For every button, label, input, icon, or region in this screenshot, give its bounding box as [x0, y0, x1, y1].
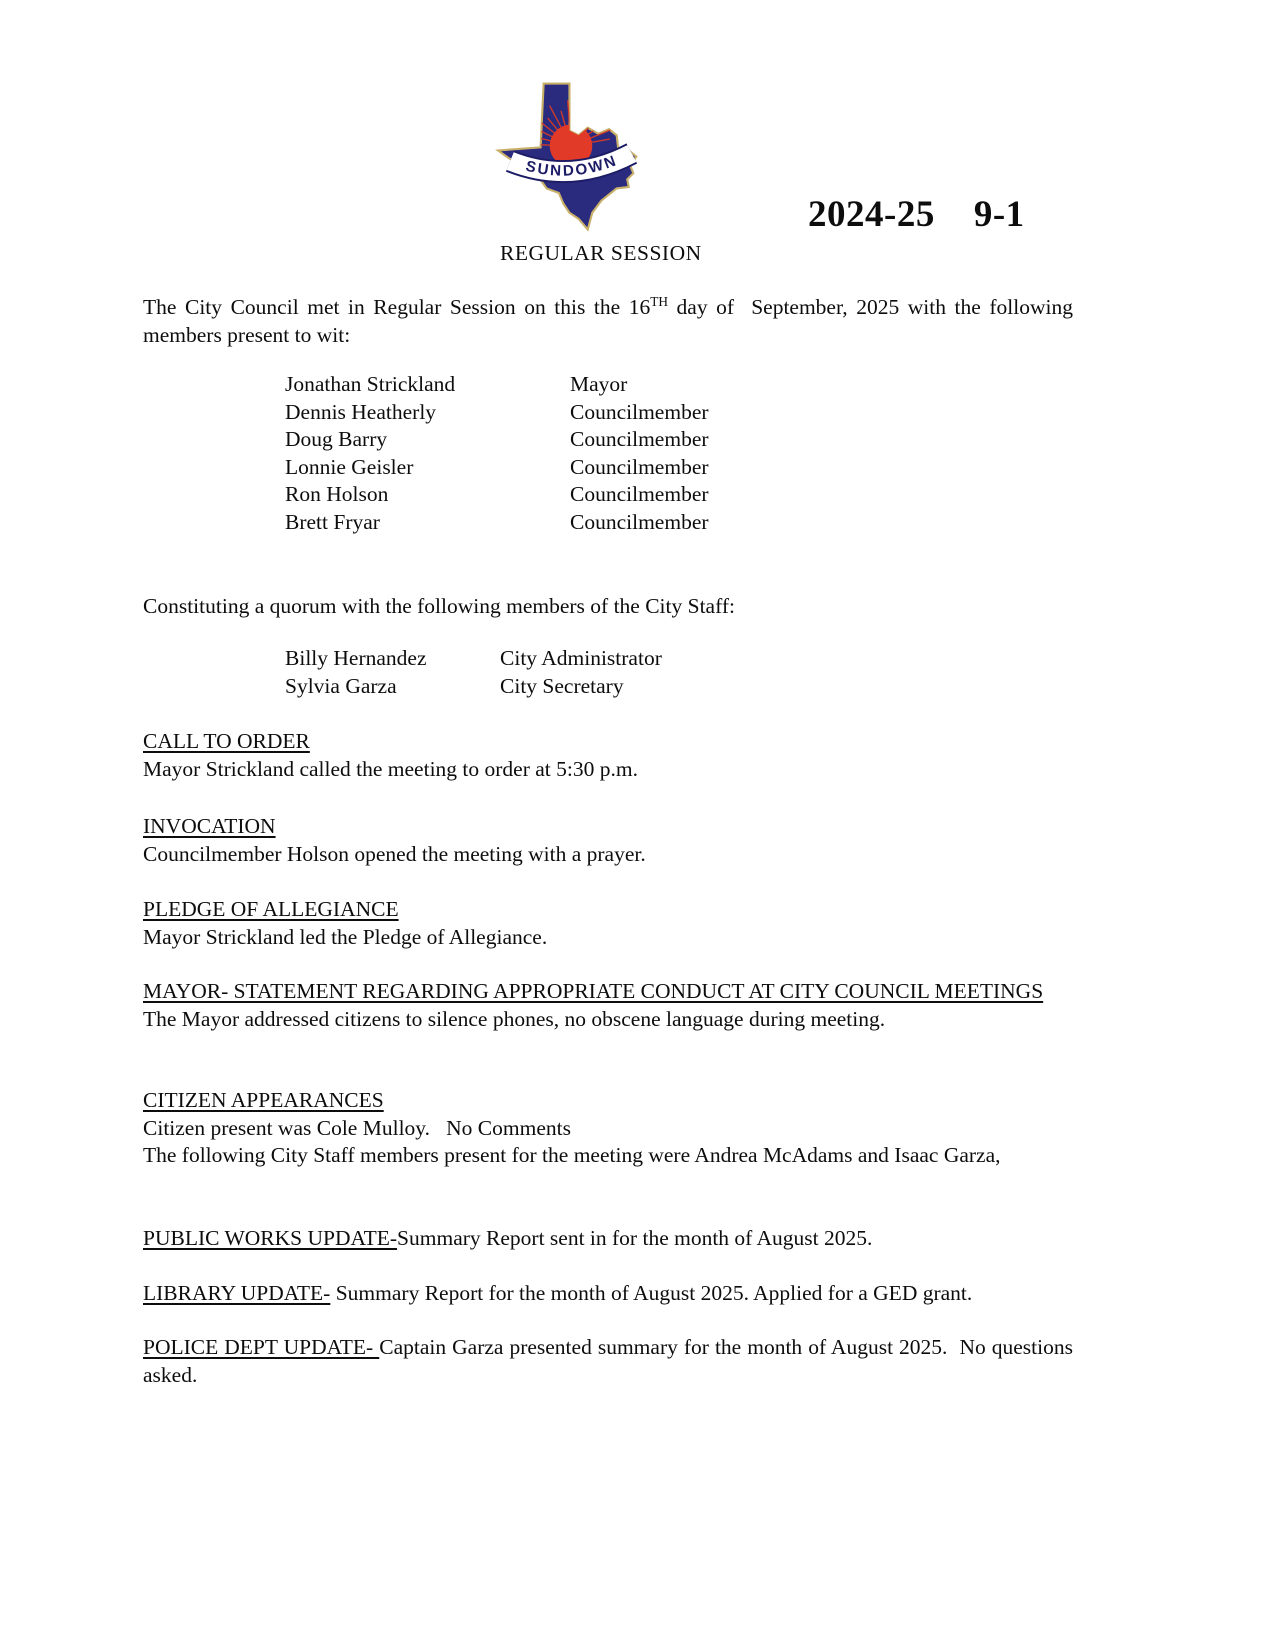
- staff-name: Billy Hernandez: [285, 646, 427, 670]
- section-heading: PUBLIC WORKS UPDATE-: [143, 1226, 398, 1250]
- member-name: Jonathan Strickland: [285, 372, 456, 396]
- section-heading: CALL TO ORDER: [143, 729, 310, 753]
- section-body: Councilmember Holson opened the meeting with a prayer.: [143, 841, 646, 866]
- section-call-to-order: [143, 728, 1073, 783]
- section-body: The Mayor addressed citizens to silence phones, no obscene language during meeting.: [143, 1006, 886, 1031]
- quorum-paragraph: Constituting a quorum with the following members of the City Staff:: [143, 594, 735, 618]
- member-name: Ron Holson: [285, 482, 389, 506]
- member-title: Councilmember: [570, 482, 709, 506]
- member-name: Lonnie Geisler: [285, 454, 414, 479]
- session-title: REGULAR SESSION: [500, 241, 702, 265]
- section-body: Mayor Strickland called the meeting to order at 5:30 p.m.: [143, 756, 638, 781]
- staff-title: City Secretary: [500, 673, 624, 698]
- sundown-texas-logo: [495, 73, 647, 237]
- section-body: Mayor Strickland led the Pledge of Allegiance.: [143, 924, 548, 949]
- council-member-row: [285, 426, 925, 454]
- section-heading: PLEDGE OF ALLEGIANCE: [143, 897, 399, 921]
- intro-paragraph: [143, 288, 1079, 349]
- member-name: Brett Fryar: [285, 509, 380, 534]
- member-name: Doug Barry: [285, 427, 388, 451]
- section-invocation: [143, 813, 1073, 868]
- section-library: [143, 1280, 1073, 1308]
- section-heading: INVOCATION: [143, 814, 276, 838]
- section-police: [143, 1334, 1079, 1389]
- ordinal-superscript: TH: [650, 294, 668, 309]
- staff-name: Sylvia Garza: [285, 673, 397, 698]
- city-logo: [495, 73, 647, 237]
- section-heading-wrap: [143, 978, 1073, 1006]
- doc-number: 2024-25 9-1: [808, 194, 1025, 235]
- council-member-row: [285, 454, 925, 482]
- council-member-row: [285, 399, 925, 427]
- banner-text: SUNDOWN: [523, 152, 620, 180]
- member-name: Dennis Heatherly: [285, 399, 437, 424]
- section-citizen-appearances: [143, 1087, 1073, 1170]
- section-body-line1: Citizen present was Cole Mulloy. No Comments: [143, 1115, 571, 1140]
- intro-text-1: The City Council met in Regular Session on this the 16: [143, 295, 651, 320]
- staff-row: [285, 673, 925, 701]
- section-body: Summary Report for the month of August 2025. Applied for a GED grant.: [330, 1281, 973, 1305]
- section-body: Captain Garza presented summary for the month of August 2025. No questions asked.: [143, 1335, 1079, 1387]
- section-heading: LIBRARY UPDATE-: [143, 1281, 331, 1305]
- staff-row: [285, 645, 925, 673]
- section-pledge: [143, 896, 1073, 951]
- intro-text-2: day of September, 2025 with the following members present to wit:: [143, 295, 1079, 347]
- section-heading: CITIZEN APPEARANCES: [143, 1088, 384, 1112]
- member-title: Councilmember: [570, 399, 709, 424]
- city-staff-list: [285, 645, 925, 700]
- council-member-row: [285, 481, 925, 509]
- section-public-works: [143, 1225, 1073, 1253]
- member-title: Councilmember: [570, 454, 709, 479]
- staff-title: City Administrator: [500, 646, 662, 670]
- council-member-row: [285, 509, 925, 537]
- member-title: Councilmember: [570, 509, 709, 534]
- section-heading: POLICE DEPT UPDATE-: [143, 1335, 380, 1359]
- section-body-line2: The following City Staff members present for the meeting were Andrea McAdams and Isaac Garza,: [143, 1143, 1001, 1167]
- council-members-list: [285, 371, 925, 536]
- council-member-row: [285, 371, 925, 399]
- section-heading: MAYOR- STATEMENT REGARDING APPROPRIATE CONDUCT AT CITY COUNCIL MEETINGS: [143, 979, 1044, 1003]
- section-body: Summary Report sent in for the month of August 2025.: [397, 1226, 873, 1250]
- member-title: Councilmember: [570, 427, 709, 451]
- section-mayor-statement: [143, 978, 1073, 1033]
- member-title: Mayor: [570, 372, 628, 396]
